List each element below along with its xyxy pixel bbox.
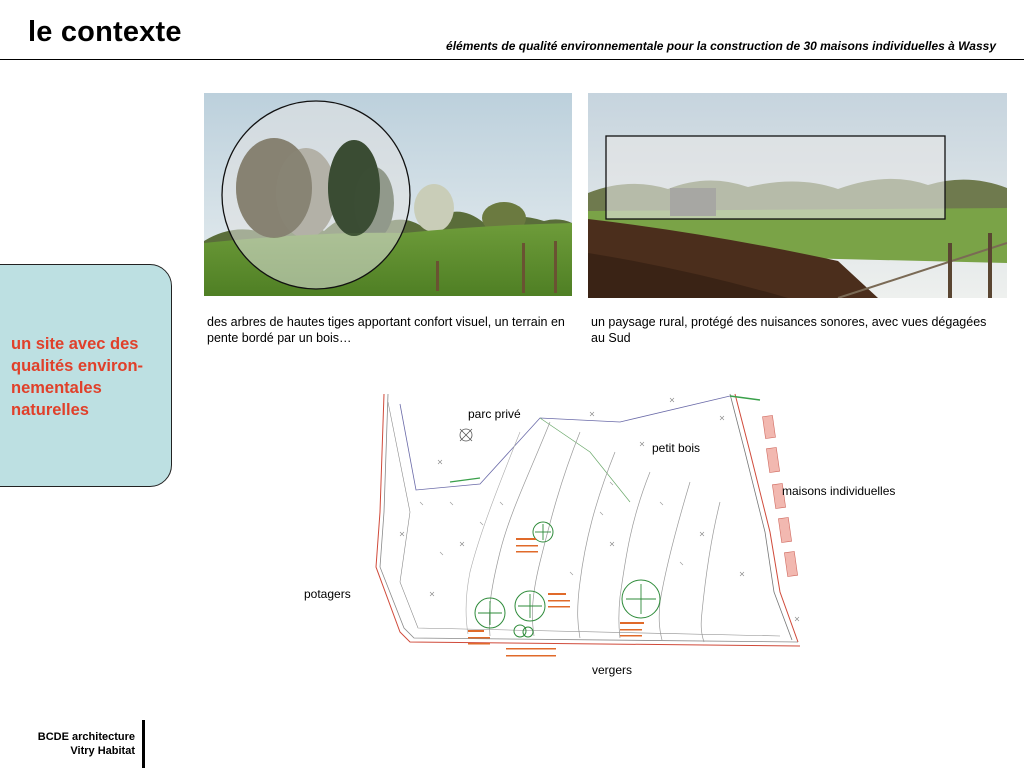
- plan-label-maisons: maisons individuelles: [782, 484, 896, 498]
- page-title: le contexte: [28, 16, 182, 48]
- footer-line-client: Vitry Habitat: [70, 745, 135, 757]
- photo-landscape: [588, 93, 1007, 298]
- footer-credits: [38, 730, 135, 758]
- plan-label-vergers: vergers: [592, 663, 633, 677]
- plan-label-potagers: potagers: [304, 587, 351, 601]
- plan-label-petit-bois: petit bois: [652, 441, 701, 455]
- photo-caption-right: un paysage rural, protégé des nuisances sonores, avec vues dégagées au Sud: [591, 315, 987, 345]
- site-plan: [340, 392, 820, 666]
- footer-line-architect: BCDE architecture: [37, 731, 135, 743]
- sidebar-text: un site avec des qualités environ-nementales naturelles: [11, 335, 144, 419]
- plan-label-parc-prive: parc privé: [468, 407, 521, 421]
- footer-divider: [142, 720, 145, 768]
- photo-trees: [204, 93, 572, 296]
- photo-caption-left: des arbres de hautes tiges apportant confort visuel, un terrain en pente bordé par un bois…: [207, 315, 565, 345]
- page-subtitle: éléments de qualité environnementale pour la construction de 30 maisons individuelles à Wassy: [446, 39, 996, 53]
- header-divider: [0, 59, 1024, 60]
